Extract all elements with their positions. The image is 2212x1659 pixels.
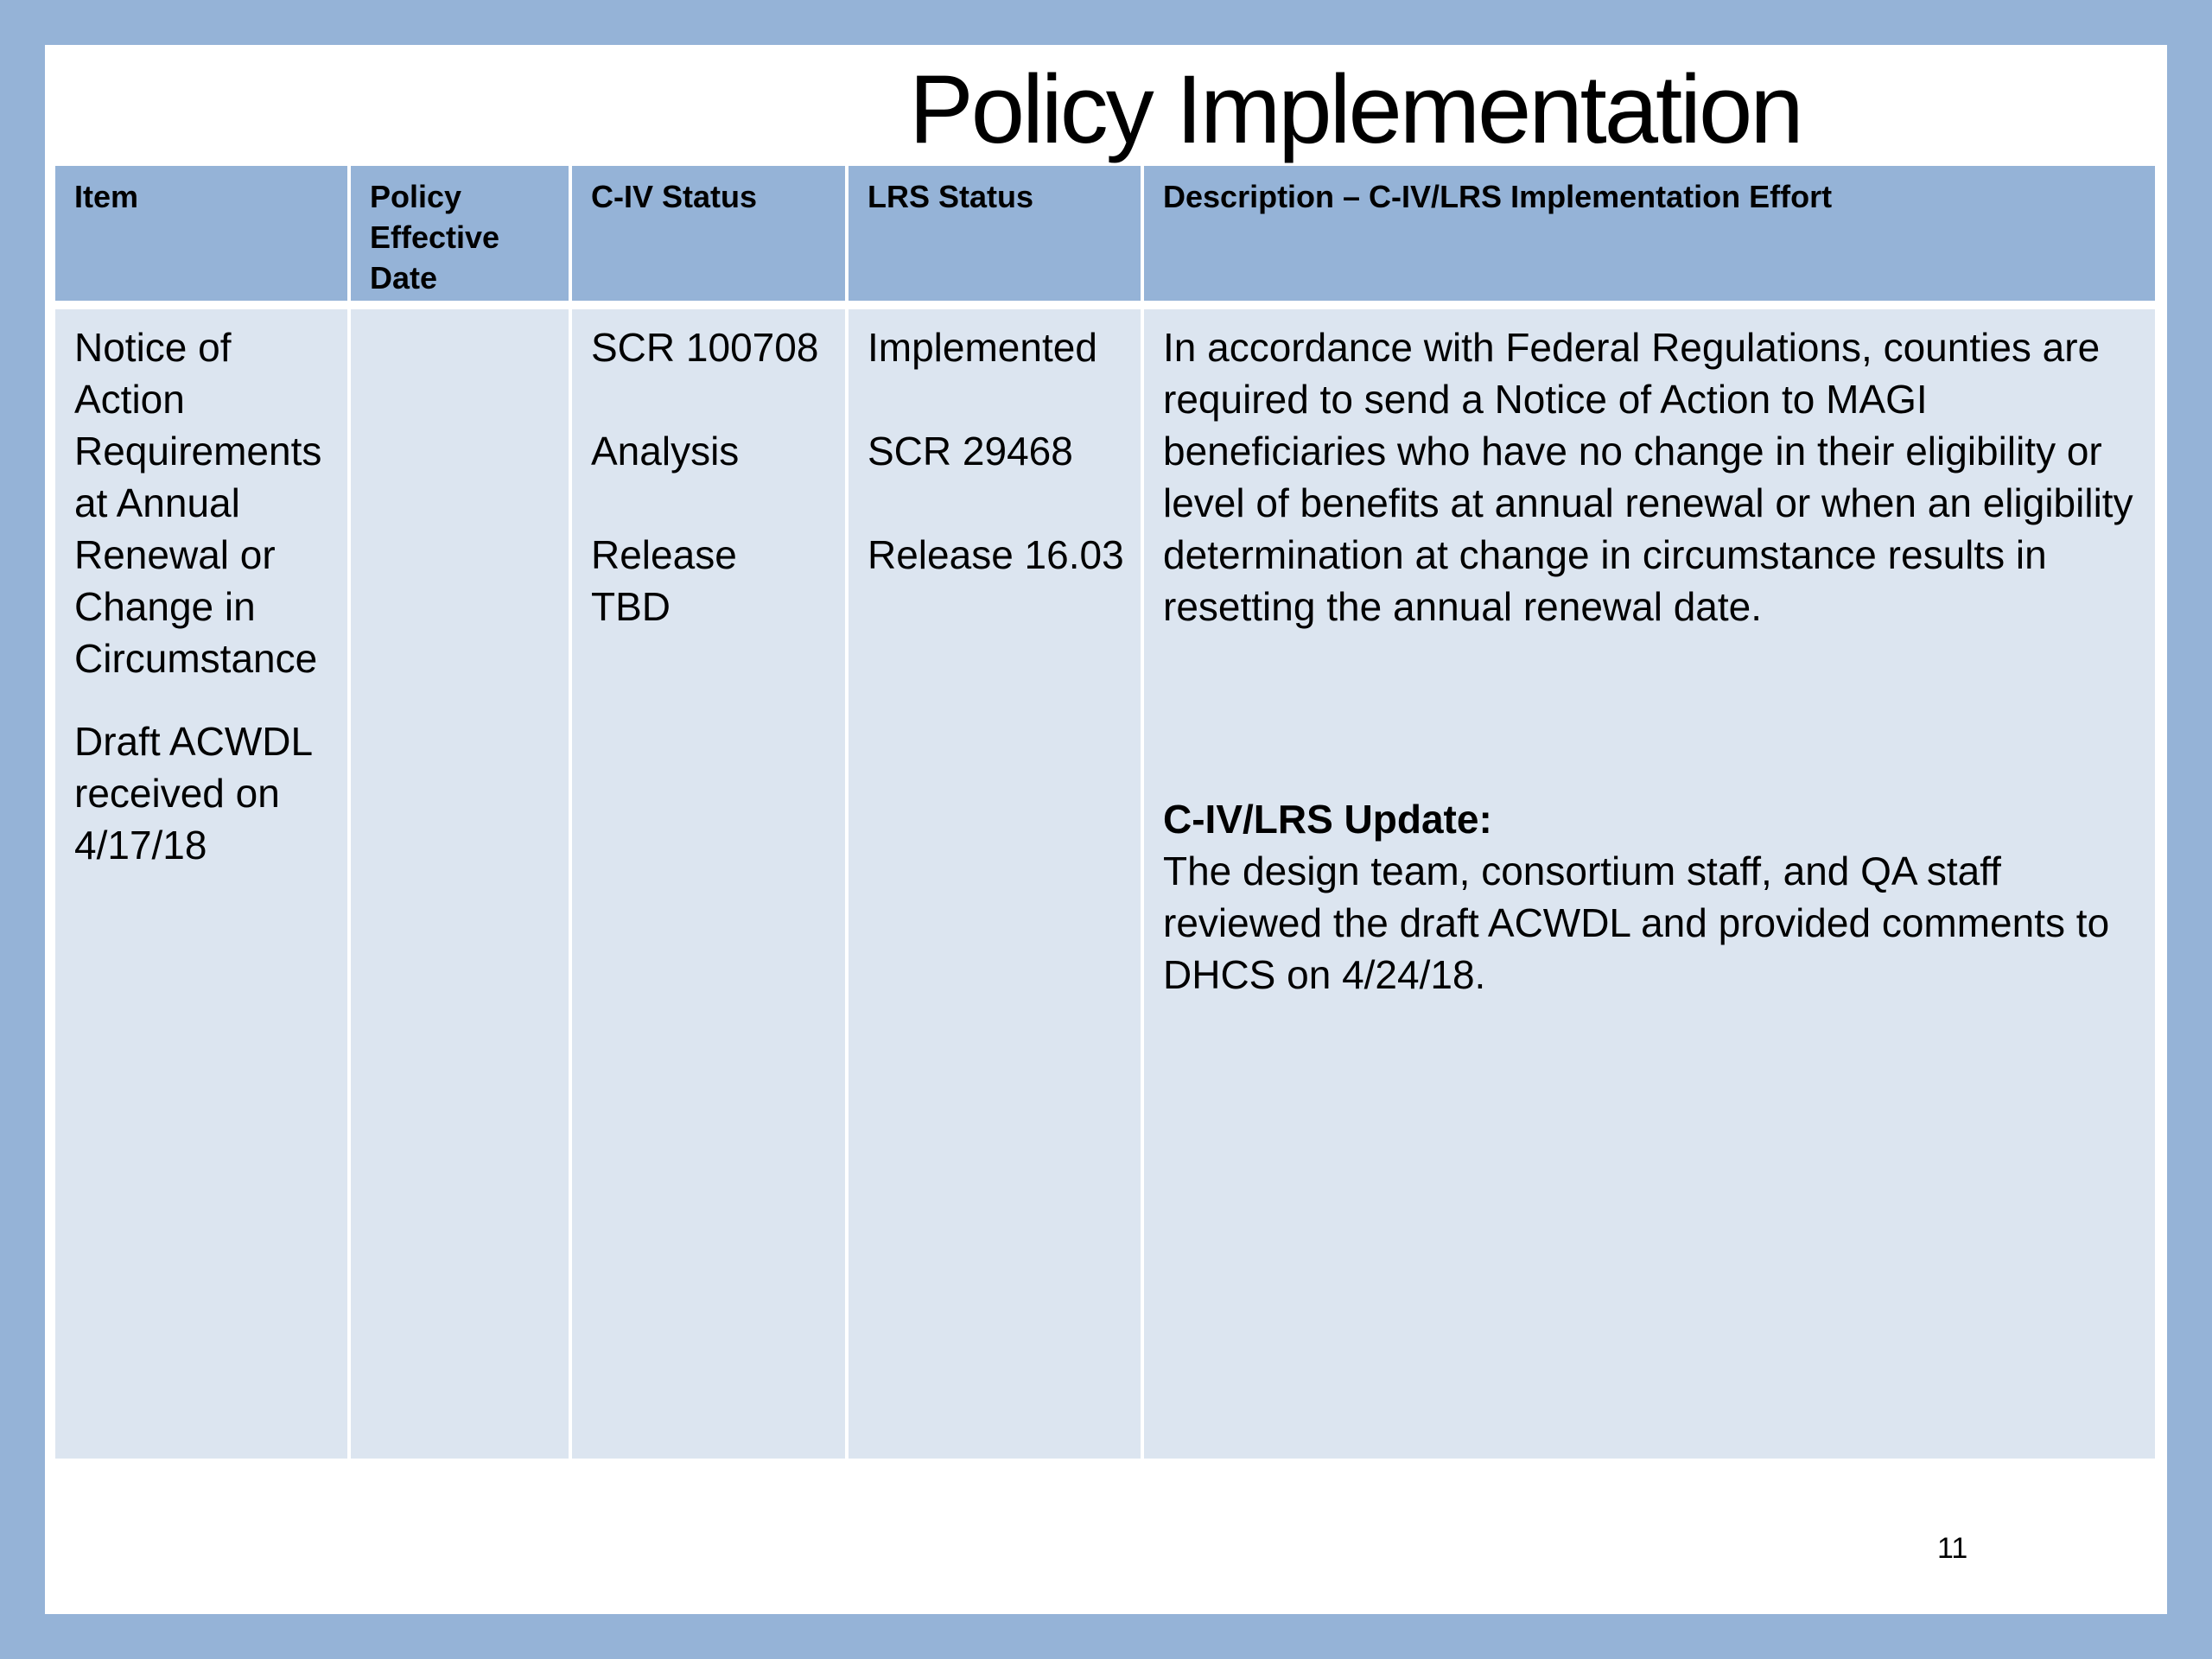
table-row: [55, 305, 2155, 1459]
policy-implementation-table: [55, 166, 2155, 1459]
header-policy-effective-date: Policy Effective Date: [349, 166, 570, 305]
page-number: 11: [1937, 1532, 1968, 1565]
header-civ-status: C-IV Status: [570, 166, 847, 305]
item-name: Notice of Action Requirements at Annual Renewal or Change in Circumstance: [74, 325, 322, 681]
item-draft-note: Draft ACWDL received on 4/17/18: [74, 719, 312, 868]
update-body: The design team, consortium staff, and QA staff reviewed the draft ACWDL and provided comments to DHCS on 4/24/18.: [1163, 849, 2110, 997]
cell-item: [55, 305, 349, 1459]
slide-title: Policy Implementation: [909, 55, 1802, 163]
lrs-scr: SCR 29468: [868, 429, 1073, 474]
civ-release: Release TBD: [591, 532, 737, 629]
description-update: [1163, 793, 2136, 1001]
cell-policy-effective-date: [349, 305, 570, 1459]
cell-civ-status: [570, 305, 847, 1459]
description-intro: In accordance with Federal Regulations, counties are required to send a Notice of Action to MAGI beneficiaries who have no change in their eligibility or level of benefits at annual renewal or when an eligibility determination at change in circumstance results in resetting the annual renewal date.: [1163, 325, 2133, 629]
table-header-row: [55, 166, 2155, 305]
cell-description: [1142, 305, 2155, 1459]
header-item: Item: [55, 166, 349, 305]
update-heading: C-IV/LRS Update:: [1163, 797, 1492, 842]
civ-phase: Analysis: [591, 429, 740, 474]
lrs-release: Release 16.03: [868, 532, 1124, 577]
civ-scr: SCR 100708: [591, 325, 819, 370]
header-lrs-status: LRS Status: [847, 166, 1142, 305]
slide: [45, 45, 2167, 1614]
cell-lrs-status: [847, 305, 1142, 1459]
header-description: Description – C-IV/LRS Implementation Effort: [1142, 166, 2155, 305]
lrs-state: Implemented: [868, 325, 1097, 370]
